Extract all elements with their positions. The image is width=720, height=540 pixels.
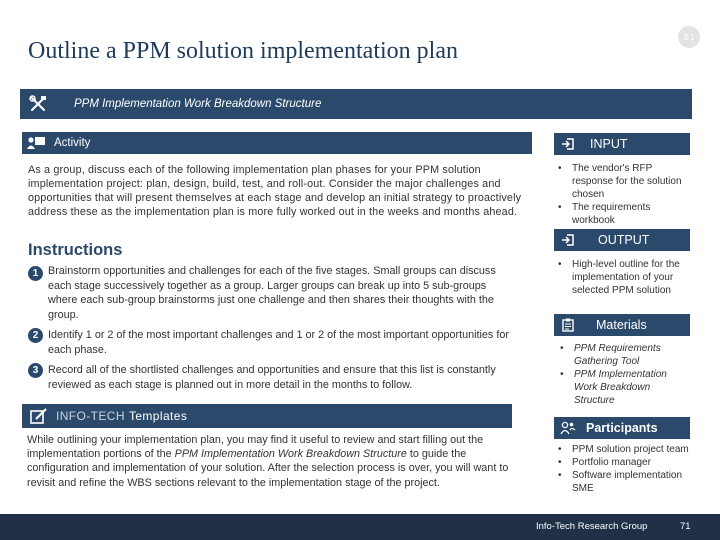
step-number: 1 <box>28 266 43 281</box>
list-item: • PPM Requirements Gathering Tool <box>558 342 692 368</box>
input-label: INPUT <box>590 137 628 151</box>
list-item: • PPM Implementation Work Breakdown Structure <box>558 368 692 407</box>
step-number: 3 <box>28 363 43 378</box>
banner-title: PPM Implementation Work Breakdown Structure <box>74 98 322 110</box>
participants-label: Participants <box>586 421 658 435</box>
templates-brand: INFO-TECH <box>56 409 125 423</box>
wbs-document-name: PPM Implementation Work Breakdown Structure <box>174 448 407 461</box>
list-item: • The vendor's RFP response for the solution chosen <box>556 162 690 201</box>
materials-header <box>554 314 690 336</box>
input-list <box>556 162 690 227</box>
page-number: 71 <box>680 521 691 532</box>
activity-description: As a group, discuss each of the following implementation plan phases for your PPM solution implementation project: plan, design, build, test, and roll-out. Consider the major challenges and opportunities that will present themselves at each stage and develop an initial strategy to proactively address these as the implementation plan is more fully worked out in the weeks and months ahead. <box>28 164 522 218</box>
input-header <box>554 133 690 155</box>
footer <box>0 514 720 540</box>
clipboard-icon <box>554 318 582 332</box>
templates-label: Templates <box>128 409 188 423</box>
sign-out-icon <box>554 233 582 247</box>
step-number: 2 <box>28 328 43 343</box>
list-item: • PPM solution project team <box>556 443 690 456</box>
step-text: Record all of the shortlisted challenges and opportunities and ensure that this list is constantly reviewed as each stage is planned out in more detail in the months to follow. <box>48 364 496 391</box>
activity-header <box>22 132 532 154</box>
step-text: Identify 1 or 2 of the most important challenges and 1 or 2 of the most important opportunities for each phase. <box>48 329 509 356</box>
list-item: • High-level outline for the implementation of your selected PPM solution <box>556 258 690 297</box>
step-text: Brainstorm opportunities and challenges for each of the five stages. Small groups can discuss each stage successively together as a group. Larger groups can break up into 5 sub-groups where each sub-group brainstorms just one challenge and then shares their thoughts with the group. <box>48 265 496 321</box>
list-item: • Software implementation SME <box>556 469 690 495</box>
footer-organization: Info-Tech Research Group <box>536 521 648 532</box>
list-item: • Portfolio manager <box>556 456 690 469</box>
output-list <box>556 258 690 297</box>
tools-icon <box>20 95 56 113</box>
materials-list <box>558 342 692 407</box>
instructions-heading: Instructions <box>28 241 123 259</box>
activity-label: Activity <box>54 137 91 149</box>
group-icon <box>26 136 46 150</box>
pencil-icon <box>30 408 48 424</box>
list-item: • The requirements workbook <box>556 201 690 227</box>
output-label: OUTPUT <box>598 233 650 247</box>
page-title: Outline a PPM solution implementation plan <box>28 38 458 64</box>
sign-in-icon <box>554 137 582 151</box>
templates-header <box>22 404 512 428</box>
participants-list <box>556 443 690 495</box>
people-icon <box>554 421 582 435</box>
wbs-banner <box>20 89 692 119</box>
materials-label: Materials <box>596 318 647 332</box>
step-badge: 3.1 <box>678 26 700 48</box>
participants-header <box>554 417 690 439</box>
output-header <box>554 229 690 251</box>
templates-description: While outlining your implementation plan, you may find it useful to review and start filling out the implementation portions of the PPM Implementation Work Breakdown Structure to guide the configuration and implementation of your solution. After the selection process is over, you will want to revisit and refine the WBS sections relevant to the implementation stage of the project. <box>27 434 509 489</box>
